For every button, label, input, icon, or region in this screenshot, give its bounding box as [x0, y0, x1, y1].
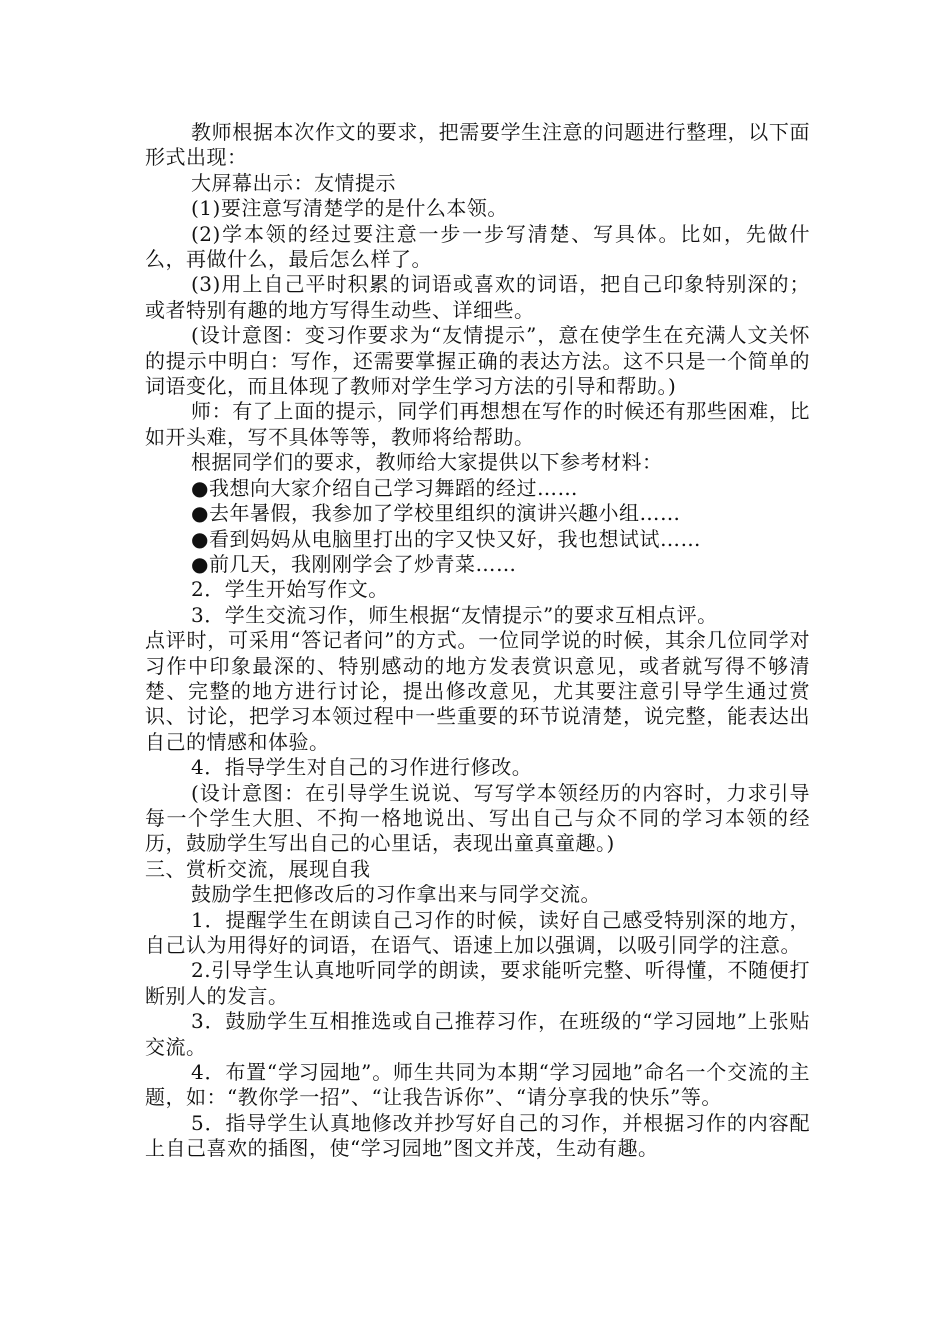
paragraph-share-1: 1．提醒学生在朗读自己习作的时候，读好自己感受特别深的地方，自己认为用得好的词语，在语气、语速上加以强调，以吸引同学的注意。: [145, 907, 810, 957]
list-item-reference-4: ●前几天，我刚刚学会了炒青菜……: [191, 551, 517, 576]
paragraph-share-intro: 鼓励学生把修改后的习作拿出来与同学交流。: [191, 882, 601, 907]
paragraph-requirements-intro: 教师根据本次作文的要求，把需要学生注意的问题进行整理，以下面形式出现：: [145, 120, 810, 170]
paragraph-share-4: 4．布置“学习园地”。师生共同为本期“学习园地”命名一个交流的主题，如：“教你学一招”、“让我告诉你”、“请分享我的快乐”等。: [145, 1060, 810, 1110]
document-page: [145, 120, 810, 1162]
paragraph-tip-2: (2)学本领的经过要注意一步一步写清楚、写具体。比如，先做什么，再做什么，最后怎么样了。: [145, 221, 810, 272]
paragraph-step-4: 4．指导学生对自己的习作进行修改。: [191, 755, 533, 780]
paragraph-review-method: 点评时，可采用“答记者问”的方式。一位同学说的时候，其余几位同学对习作中印象最深的、特别感动的地方发表赏识意见，或者就写得不够清楚、完整的地方进行讨论，提出修改意见，尤其要注意引导学生通过赏识、讨论，把学习本领过程中一些重要的环节说清楚，说完整，能表达出自己的情感和体验。: [145, 628, 810, 754]
paragraph-step-3: 3．学生交流习作，师生根据“友情提示”的要求互相点评。: [191, 602, 718, 627]
paragraph-share-3: 3．鼓励学生互相推选或自己推荐习作，在班级的“学习园地”上张贴交流。: [145, 1009, 810, 1059]
paragraph-share-5: 5．指导学生认真地修改并抄写好自己的习作，并根据习作的内容配上自己喜欢的插图，使“学习园地”图文并茂，生动有趣。: [145, 1110, 810, 1161]
paragraph-reference-intro: 根据同学们的要求，教师给大家提供以下参考材料：: [191, 450, 663, 475]
paragraph-teacher-remark: 师：有了上面的提示，同学们再想想在写作的时候还有那些困难，比如开头难，写不具体等等，教师将给帮助。: [145, 399, 810, 449]
paragraph-tip-3: (3)用上自己平时积累的词语或喜欢的词语，把自己印象特别深的；或者特别有趣的地方写得生动些、详细些。: [145, 272, 810, 322]
paragraph-design-intent-1: (设计意图：变习作要求为“友情提示”，意在使学生在充满人文关怀的提示中明白：写作，还需要掌握正确的表达方法。这不只是一个简单的词语变化，而且体现了教师对学生学习方法的引导和帮助。): [145, 323, 810, 399]
list-item-reference-1: ●我想向大家介绍自己学习舞蹈的经过……: [191, 475, 578, 500]
list-item-reference-2: ●去年暑假，我参加了学校里组织的演讲兴趣小组……: [191, 501, 681, 526]
paragraph-tip-1: (1)要注意写清楚学的是什么本领。: [191, 196, 508, 221]
paragraph-share-2: 2.引导学生认真地听同学的朗读，要求能听完整、听得懂，不随便打断别人的发言。: [145, 958, 810, 1008]
paragraph-design-intent-2: (设计意图：在引导学生说说、写写学本领经历的内容时，力求引导每一个学生大胆、不拘一格地说出、写出自己与众不同的学习本领的经历，鼓励学生写出自己的心里话，表现出童真童趣。): [145, 780, 810, 856]
paragraph-screen-tip-heading: 大屏幕出示：友情提示: [191, 170, 396, 195]
list-item-reference-3: ●看到妈妈从电脑里打出的字又快又好，我也想试试……: [191, 526, 701, 551]
section-heading-3: 三、赏析交流，展现自我: [145, 856, 371, 881]
paragraph-step-2: 2．学生开始写作文。: [191, 577, 389, 602]
